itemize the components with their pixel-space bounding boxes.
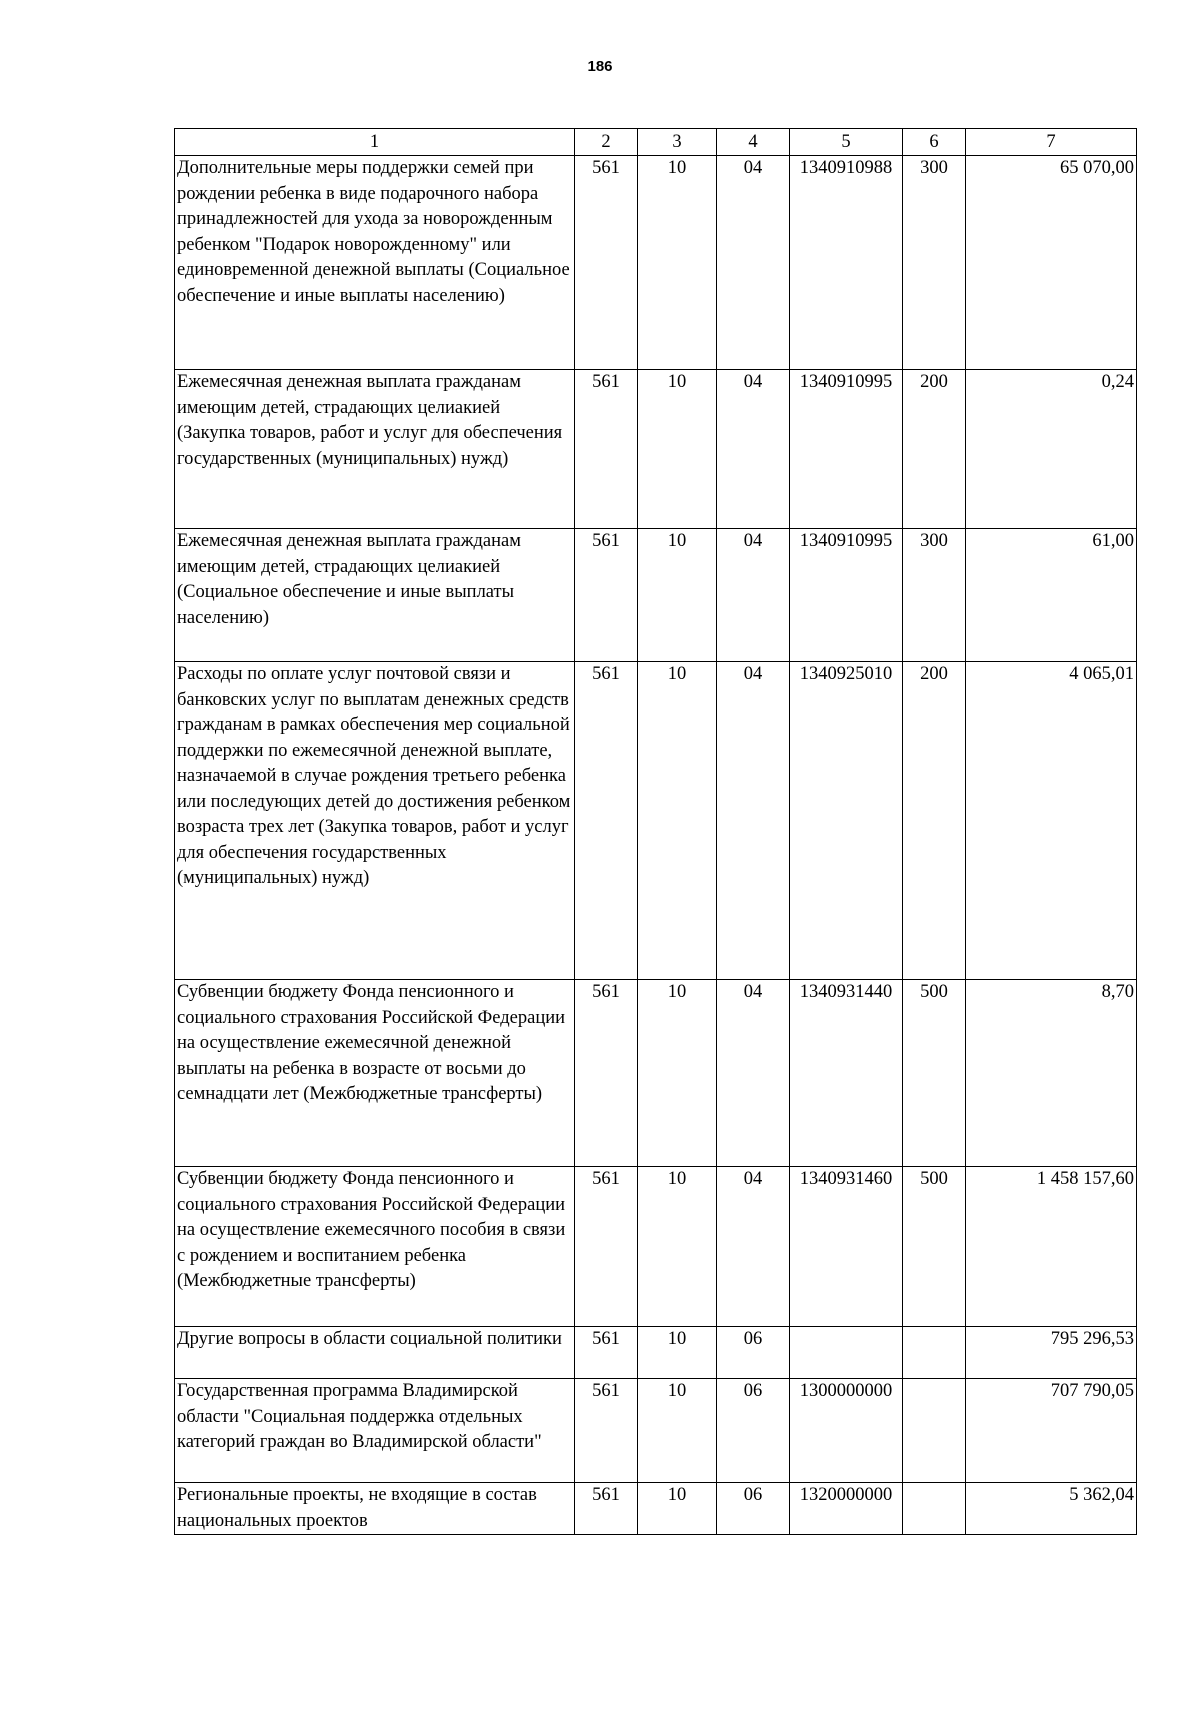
row-name: Другие вопросы в области социальной политики — [175, 1327, 575, 1379]
table-row — [175, 1327, 1137, 1379]
row-rz: 10 — [638, 1379, 717, 1483]
row-csr: 1340925010 — [790, 662, 903, 980]
row-pr: 04 — [717, 662, 790, 980]
table-row — [175, 1167, 1137, 1327]
table-row — [175, 662, 1137, 980]
row-csr: 1320000000 — [790, 1483, 903, 1535]
table-row — [175, 370, 1137, 529]
row-rz: 10 — [638, 370, 717, 529]
header-col-4: 4 — [717, 129, 790, 156]
header-col-3: 3 — [638, 129, 717, 156]
row-ved: 561 — [575, 156, 638, 370]
row-vr — [903, 1327, 966, 1379]
row-vr — [903, 1379, 966, 1483]
row-name: Расходы по оплате услуг почтовой связи и банковских услуг по выплатам денежных средств гражданам в рамках обеспечения мер социальной поддержки по ежемесячной денежной выплате, назначаемой в случае рождения третьего ребенка или последующих детей до достижения ребенком возраста трех лет (Закупка товаров, работ и услуг для обеспечения государственных (муниципальных) нужд) — [175, 662, 575, 980]
budget-table — [174, 128, 1137, 1535]
row-csr: 1340910988 — [790, 156, 903, 370]
row-rz: 10 — [638, 529, 717, 662]
header-col-6: 6 — [903, 129, 966, 156]
row-sum: 795 296,53 — [966, 1327, 1137, 1379]
row-ved: 561 — [575, 1379, 638, 1483]
row-csr: 1340910995 — [790, 529, 903, 662]
header-col-1: 1 — [175, 129, 575, 156]
table-row — [175, 1483, 1137, 1535]
row-pr: 04 — [717, 529, 790, 662]
table-row — [175, 156, 1137, 370]
row-sum: 0,24 — [966, 370, 1137, 529]
table-row — [175, 529, 1137, 662]
row-sum: 65 070,00 — [966, 156, 1137, 370]
row-name: Ежемесячная денежная выплата гражданам имеющим детей, страдающих целиакией (Закупка товаров, работ и услуг для обеспечения государственных (муниципальных) нужд) — [175, 370, 575, 529]
row-sum: 707 790,05 — [966, 1379, 1137, 1483]
row-sum: 5 362,04 — [966, 1483, 1137, 1535]
row-vr: 500 — [903, 980, 966, 1167]
row-pr: 04 — [717, 156, 790, 370]
row-ved: 561 — [575, 370, 638, 529]
row-csr: 1300000000 — [790, 1379, 903, 1483]
row-vr: 200 — [903, 662, 966, 980]
row-rz: 10 — [638, 662, 717, 980]
row-ved: 561 — [575, 529, 638, 662]
row-pr: 06 — [717, 1327, 790, 1379]
table-row — [175, 1379, 1137, 1483]
row-sum: 1 458 157,60 — [966, 1167, 1137, 1327]
row-sum: 8,70 — [966, 980, 1137, 1167]
row-name: Государственная программа Владимирской области "Социальная поддержка отдельных категорий граждан во Владимирской области" — [175, 1379, 575, 1483]
header-col-7: 7 — [966, 129, 1137, 156]
row-vr: 200 — [903, 370, 966, 529]
row-pr: 06 — [717, 1483, 790, 1535]
header-col-5: 5 — [790, 129, 903, 156]
row-vr: 300 — [903, 529, 966, 662]
row-vr: 300 — [903, 156, 966, 370]
row-ved: 561 — [575, 1167, 638, 1327]
row-ved: 561 — [575, 980, 638, 1167]
row-sum: 4 065,01 — [966, 662, 1137, 980]
row-csr: 1340931440 — [790, 980, 903, 1167]
row-rz: 10 — [638, 156, 717, 370]
row-rz: 10 — [638, 980, 717, 1167]
row-sum: 61,00 — [966, 529, 1137, 662]
row-pr: 04 — [717, 1167, 790, 1327]
row-ved: 561 — [575, 1327, 638, 1379]
row-name: Субвенции бюджету Фонда пенсионного и социального страхования Российской Федерации на осуществление ежемесячного пособия в связи с рождением и воспитанием ребенка (Межбюджетные трансферты) — [175, 1167, 575, 1327]
row-rz: 10 — [638, 1327, 717, 1379]
row-pr: 06 — [717, 1379, 790, 1483]
row-vr — [903, 1483, 966, 1535]
table-row — [175, 980, 1137, 1167]
row-name: Дополнительные меры поддержки семей при рождении ребенка в виде подарочного набора принадлежностей для ухода за новорожденным ребенком "Подарок новорожденному" или единовременной денежной выплаты (Социальное обеспечение и иные выплаты населению) — [175, 156, 575, 370]
header-row — [175, 129, 1137, 156]
row-rz: 10 — [638, 1167, 717, 1327]
row-vr: 500 — [903, 1167, 966, 1327]
row-rz: 10 — [638, 1483, 717, 1535]
row-name: Ежемесячная денежная выплата гражданам имеющим детей, страдающих целиакией (Социальное обеспечение и иные выплаты населению) — [175, 529, 575, 662]
row-ved: 561 — [575, 662, 638, 980]
row-pr: 04 — [717, 980, 790, 1167]
header-col-2: 2 — [575, 129, 638, 156]
page-number: 186 — [587, 58, 613, 75]
row-ved: 561 — [575, 1483, 638, 1535]
row-name: Региональные проекты, не входящие в состав национальных проектов — [175, 1483, 575, 1535]
row-csr — [790, 1327, 903, 1379]
row-pr: 04 — [717, 370, 790, 529]
row-csr: 1340931460 — [790, 1167, 903, 1327]
row-csr: 1340910995 — [790, 370, 903, 529]
row-name: Субвенции бюджету Фонда пенсионного и социального страхования Российской Федерации на осуществление ежемесячной денежной выплаты на ребенка в возрасте от восьми до семнадцати лет (Межбюджетные трансферты) — [175, 980, 575, 1167]
